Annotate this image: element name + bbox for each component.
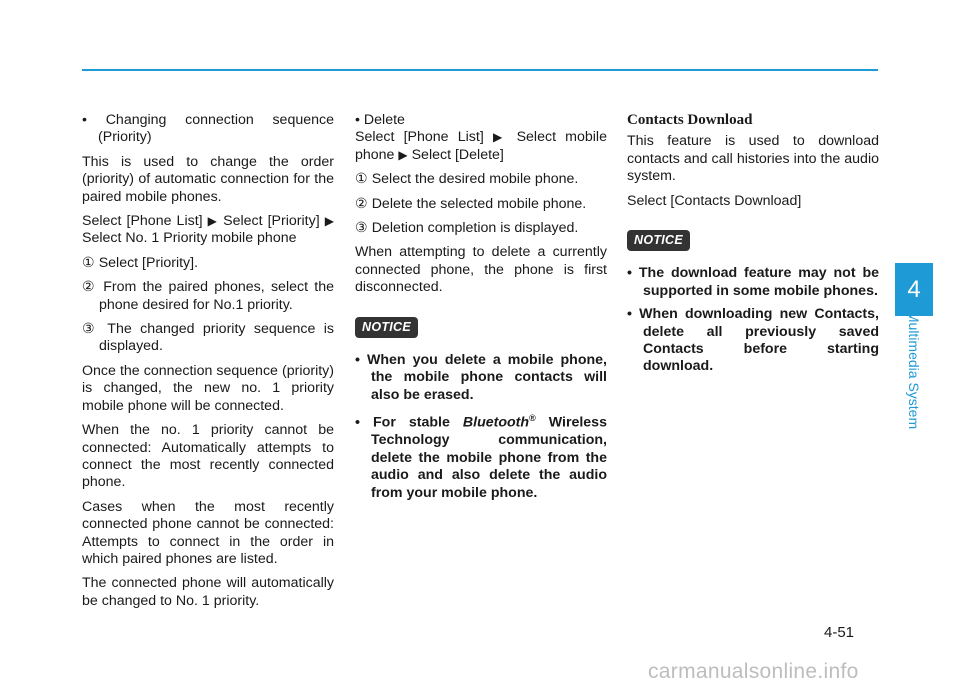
bluetooth-brand: Bluetooth	[462, 415, 530, 432]
step-3: ③ Deletion completion is displayed.	[355, 220, 579, 237]
arrow-icon: ▶	[324, 214, 334, 229]
notice-item: • For stable Bluetooth® Wireless Technology communication, delete the mobile phone from the audio and also delete the audio from your mobile phone.	[355, 413, 607, 501]
step-1: ① Select the desired mobile phone.	[355, 171, 579, 188]
column-3	[627, 112, 879, 382]
bullet-item-delete: • Delete	[355, 112, 405, 128]
column-1	[82, 112, 334, 617]
notice-list	[355, 352, 607, 502]
menu-path: Select [Phone List] ▶ Select mobile phone ▶ Select [Delete]	[355, 129, 607, 163]
chapter-tab: 4	[895, 263, 933, 316]
step-2: ② Delete the selected mobile phone.	[355, 195, 587, 212]
step-3: ③ The changed priority sequence is displayed.	[82, 321, 334, 355]
paragraph: Select [Contacts Download]	[627, 192, 802, 209]
bullet-item-priority: • Changing connection sequence (Priority)	[82, 112, 334, 146]
top-rule	[82, 69, 878, 71]
notice-item: • When you delete a mobile phone, the mobile phone contacts will also be erased.	[355, 352, 607, 403]
paragraph: This is used to change the order (priority) of automatic connection for the paired mobile phones.	[82, 153, 334, 205]
notice-list	[627, 265, 879, 375]
paragraph: Cases when the most recently connected phone cannot be connected: Attempts to connect in the order in which paired phones are listed.	[82, 498, 334, 567]
paragraph: The connected phone will automatically be changed to No. 1 priority.	[82, 575, 334, 609]
step-2: ② From the paired phones, select the phone desired for No.1 priority.	[82, 279, 334, 313]
paragraph: When attempting to delete a currently connected phone, the phone is first disconnected.	[355, 244, 607, 296]
notice-item: • The download feature may not be supported in some mobile phones.	[627, 265, 879, 299]
arrow-icon: ▶	[398, 147, 408, 162]
notice-item: • When downloading new Contacts, delete all previously saved Contacts before starting download.	[627, 306, 879, 375]
page-number: 4-51	[824, 624, 855, 641]
notice-badge: NOTICE	[627, 230, 690, 251]
menu-path: Select [Phone List] ▶ Select [Priority] ▶ Select No. 1 Priority mobile phone	[82, 213, 334, 247]
section-heading: Contacts Download	[627, 112, 753, 128]
column-2	[355, 112, 607, 508]
arrow-icon: ▶	[492, 130, 508, 145]
paragraph: This feature is used to download contacts and call histories into the audio system.	[627, 133, 879, 185]
watermark: carmanualsonline.info	[648, 660, 859, 683]
paragraph: When the no. 1 priority cannot be connected: Automatically attempts to connect the most recently connected phone.	[82, 422, 334, 491]
arrow-icon: ▶	[207, 214, 219, 229]
chapter-label: Multimedia System	[906, 310, 922, 430]
notice-badge: NOTICE	[355, 317, 418, 338]
paragraph: Once the connection sequence (priority) is changed, the new no. 1 priority mobile phone will be connected.	[82, 362, 334, 414]
step-1: ① Select [Priority].	[82, 254, 199, 271]
